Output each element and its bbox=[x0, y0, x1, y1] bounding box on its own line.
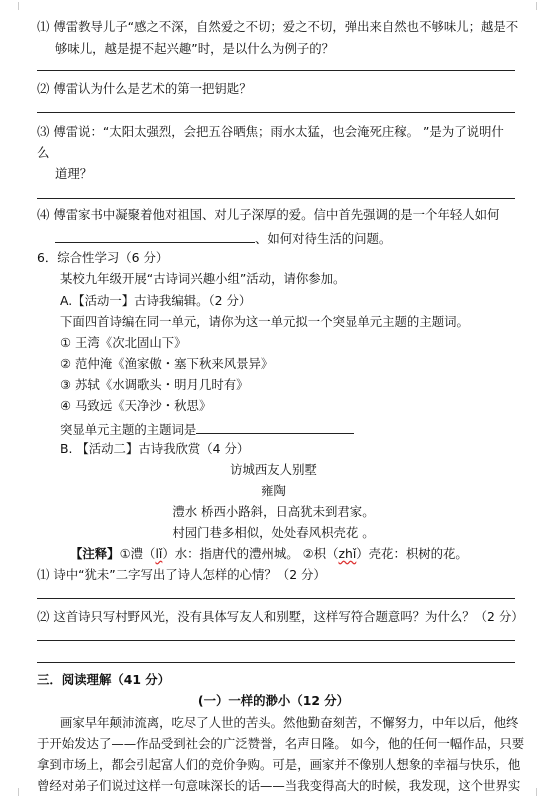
blank-q4[interactable] bbox=[55, 228, 255, 243]
activity-a-title: A.【活动一】古诗我编辑。（2 分） bbox=[60, 293, 252, 308]
poem-line-2: 村园门巷多相似，处处春风枳壳花 。 bbox=[172, 525, 375, 540]
poem-list-item: ③ 苏轼《水调歌头・明月几时有》 bbox=[60, 377, 249, 392]
poem-list-item: ① 王湾《次北固山下》 bbox=[60, 335, 187, 350]
question-1-line-1: ⑴ 傅雷教导儿子“感之不深，自然爱之不切；爱之不切，弹出来自然也不够味儿；越是不 bbox=[37, 19, 519, 34]
poem-list-item: ④ 马致远《天净沙・秋思》 bbox=[60, 398, 212, 413]
pinyin-li: lǐ bbox=[155, 546, 163, 561]
corner-mark-bottom-left bbox=[18, 788, 26, 796]
reading-paragraph-line: 拿到市场上，都会引起富人们的竞价争购。可是，画家并不像别人想象的幸福与快乐，他 bbox=[37, 757, 521, 772]
pinyin-zhi: zhǐ bbox=[338, 546, 357, 561]
corner-mark-top-left bbox=[18, 2, 26, 10]
question-3-line-1: ⑶ 傅雷说：“太阳太强烈，会把五谷晒焦；雨水太猛，也会淹死庄稼。 ”是为了说明什 bbox=[37, 124, 504, 139]
theme-word-line bbox=[60, 419, 354, 439]
section-6-title: 6．综合性学习（6 分） bbox=[37, 250, 169, 265]
sub-question-2: ⑵ 这首诗只写村野风光，没有具体写友人和别墅，这样写符合题意吗？为什么？（2 分） bbox=[37, 609, 524, 624]
reading-paragraph-line: 画家早年颠沛流离，吃尽了人世的苦头。然他勤奋刻苦，不懈努力，中年以后，他终 bbox=[60, 715, 519, 730]
answer-line-sub-1[interactable] bbox=[37, 598, 515, 599]
sub-question-1: ⑴ 诗中“犹未”二字写出了诗人怎样的心情？（2 分） bbox=[37, 567, 326, 582]
section-6-intro: 某校九年级开展“古诗词兴趣小组”活动，请你参加。 bbox=[60, 271, 346, 286]
question-3-line-3: 道理？ bbox=[55, 166, 93, 181]
activity-a-description: 下面四首诗编在同一单元，请你为这一单元拟一个突显单元主题的主题词。 bbox=[60, 314, 469, 329]
reading-subheading: (一）一样的渺小（12 分） bbox=[197, 693, 350, 708]
answer-line-sub-2b[interactable] bbox=[37, 662, 515, 663]
question-4-line-2 bbox=[55, 228, 391, 248]
question-4-line-1: ⑷ 傅雷家书中凝聚着他对祖国、对儿子深厚的爱。信中首先强调的是一个年轻人如何 bbox=[37, 207, 500, 222]
annotation-label: 【注释】 bbox=[70, 546, 120, 561]
poem-title: 访城西友人别墅 bbox=[230, 462, 317, 477]
blank-theme-word[interactable] bbox=[196, 419, 354, 434]
poem-list-item: ② 范仲淹《渔家傲・塞下秋来风景异》 bbox=[60, 356, 274, 371]
answer-line-q1[interactable] bbox=[37, 70, 515, 71]
annotation-text: ①澧（ bbox=[119, 546, 156, 561]
poem-line-1: 澧水 桥西小路斜，日高犹未到君家。 bbox=[172, 504, 375, 519]
poem-author: 雍陶 bbox=[261, 483, 286, 498]
question-4-suffix: 、如何对待生活的问题。 bbox=[255, 231, 392, 246]
reading-paragraph-line: 于开始发达了——作品受到社会的广泛赞誉，名声日隆。 如今，他的任何一幅作品，只要 bbox=[37, 736, 525, 751]
theme-word-label: 突显单元主题的主题词是 bbox=[60, 422, 197, 437]
corner-mark-top-right bbox=[529, 2, 537, 10]
question-2-line-1: ⑵ 傅雷认为什么是艺术的第一把钥匙？ bbox=[37, 81, 252, 96]
annotation-text: ）水：指唐代的澧州城。 ②枳（ bbox=[162, 546, 339, 561]
answer-line-q2[interactable] bbox=[37, 112, 515, 113]
reading-paragraph-line: 曾经对弟子们说过这样一句意味深长的话——当我变得高大的时候，我发现，这个世界实 bbox=[37, 778, 521, 793]
answer-line-sub-2a[interactable] bbox=[37, 640, 515, 641]
poem-annotation bbox=[70, 545, 468, 563]
answer-line-q3[interactable] bbox=[37, 198, 515, 199]
section-3-heading: 三．阅读理解（41 分） bbox=[37, 672, 171, 687]
activity-b-title: B. 【活动二】古诗我欣赏（4 分） bbox=[60, 441, 250, 456]
annotation-text: ）壳花：枳树的花。 bbox=[356, 546, 468, 561]
question-3-line-2: 么 bbox=[37, 145, 50, 160]
question-1-line-2: 够味儿，越是提不起兴趣”时，是以什么为例子的？ bbox=[55, 41, 335, 56]
corner-mark-bottom-right bbox=[529, 788, 537, 796]
